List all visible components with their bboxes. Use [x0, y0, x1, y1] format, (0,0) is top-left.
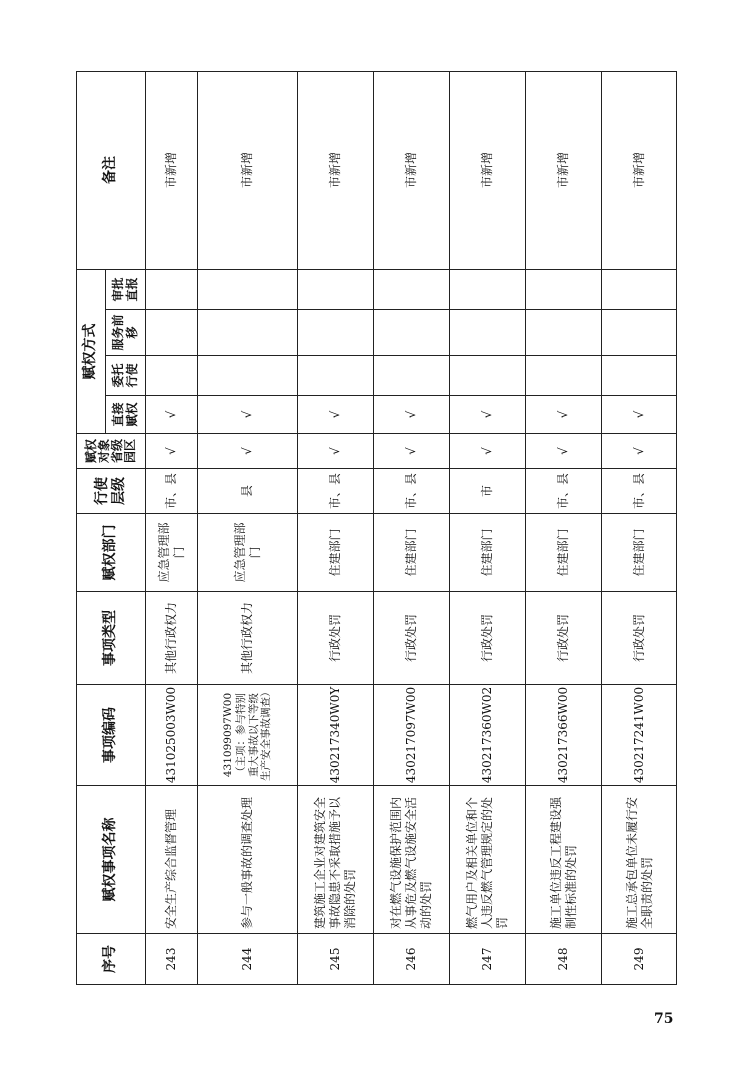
row-245-type-text: 行政处罚 — [328, 614, 342, 663]
header-name-text: 赋权事项名称 — [102, 817, 119, 902]
row-248-seq-text: 248 — [556, 947, 570, 971]
row-247-seq-text: 247 — [480, 947, 494, 971]
row-247-target-text: √ — [480, 447, 494, 455]
row-245-target-text: √ — [328, 447, 342, 455]
header-target-text: 赋权对象省级园区 — [83, 439, 138, 464]
row-248-level-text: 市、县 — [556, 472, 570, 509]
row-248-dept-text: 住建部门 — [556, 528, 570, 577]
row-245-code-text: 430217340W0Y — [328, 686, 342, 784]
row-248-code-text: 430217366W00 — [556, 686, 570, 784]
row-244-name-text: 参与一般事故的调查处理 — [240, 796, 254, 929]
row-246-name-text: 对在燃气设施保护范围内从事危及燃气设施安全活动的处罚 — [389, 796, 433, 929]
row-246-level-text: 市、县 — [404, 472, 418, 509]
row-245-note-text: 市新增 — [328, 152, 342, 189]
row-243-level-text: 市、县 — [164, 472, 178, 509]
row-249-dept-text: 住建部门 — [632, 528, 646, 577]
row-245-seq-text: 245 — [328, 947, 342, 971]
row-245-direct-text: √ — [328, 410, 342, 419]
row-244-type-text: 其他行政权力 — [240, 602, 254, 675]
row-247-note-text: 市新增 — [480, 152, 494, 189]
row-243-code-text: 431025003W00 — [164, 686, 178, 784]
header-level-text: 行使层级 — [93, 477, 127, 505]
row-244-code-text: 431099097W00（主项：参与特别重大事故以下等级生产安全事故调查） — [222, 686, 273, 781]
row-246-note-text: 市新增 — [404, 152, 418, 189]
header-seq-text: 序号 — [102, 945, 119, 973]
row-249-seq-text: 249 — [632, 947, 646, 971]
row-243-name-text: 安全生产综合监督管理 — [164, 808, 178, 929]
row-246-dept-text: 住建部门 — [404, 528, 418, 577]
row-246-type-text: 行政处罚 — [404, 614, 418, 663]
header-method-text: 赋权方式 — [82, 323, 99, 380]
table-frame — [76, 71, 677, 985]
header-note-text: 备注 — [102, 156, 119, 184]
row-249-name-text: 施工总承包单位未履行安全职责的处罚 — [624, 796, 654, 929]
row-249-direct-text: √ — [632, 410, 646, 419]
row-244-dept-text: 应急管理部门 — [232, 522, 262, 583]
row-245-dept-text: 住建部门 — [328, 528, 342, 577]
row-249-note-text: 市新增 — [632, 152, 646, 189]
header-method-direct-text: 直接赋权 — [111, 402, 139, 427]
row-244-seq-text: 244 — [240, 947, 254, 971]
row-246-code-text: 430217097W00 — [404, 686, 418, 784]
row-244-direct-text: √ — [240, 410, 254, 419]
row-249-target-text: √ — [632, 447, 646, 455]
row-248-note-text: 市新增 — [556, 152, 570, 189]
row-243-seq-text: 243 — [164, 947, 178, 971]
header-code-text: 事项编码 — [102, 707, 119, 763]
header-method-service-text: 服务前移 — [111, 314, 139, 351]
row-246-seq-text: 246 — [404, 947, 418, 971]
row-243-note-text: 市新增 — [164, 152, 178, 189]
row-244-note-text: 市新增 — [240, 152, 254, 189]
row-243-type-text: 其他行政权力 — [164, 602, 178, 675]
header-dept-text: 赋权部门 — [102, 524, 119, 581]
row-248-type-text: 行政处罚 — [556, 614, 570, 663]
row-243-dept-text: 应急管理部门 — [156, 522, 186, 583]
row-246-direct-text: √ — [404, 410, 418, 419]
row-247-code-text: 430217360W02 — [480, 686, 494, 784]
row-247-level-text: 市 — [480, 485, 494, 498]
page-number: 75 — [654, 1011, 674, 1027]
row-244-level-text: 县 — [240, 485, 254, 498]
row-247-type-text: 行政处罚 — [480, 614, 494, 663]
row-243-direct-text: √ — [164, 410, 178, 419]
row-249-level-text: 市、县 — [632, 472, 646, 509]
row-249-code-text: 430217241W00 — [632, 686, 646, 784]
header-method-entrust-text: 委托行使 — [111, 363, 139, 388]
header-type-text: 事项类型 — [102, 610, 119, 666]
row-247-name-text: 燃气用户及相关单位和个人违反燃气管理规定的处罚 — [465, 796, 509, 929]
row-244-target-text: √ — [240, 447, 254, 455]
row-243-target-text: √ — [164, 447, 178, 455]
row-247-direct-text: √ — [480, 410, 494, 419]
row-245-name-text: 建筑施工企业对建筑安全事故隐患不采取措施予以消除的处罚 — [313, 796, 357, 929]
row-247-dept-text: 住建部门 — [480, 528, 494, 577]
row-248-direct-text: √ — [556, 410, 570, 419]
row-248-target-text: √ — [556, 447, 570, 455]
row-249-type-text: 行政处罚 — [632, 614, 646, 663]
row-245-level-text: 市、县 — [328, 472, 342, 509]
row-246-target-text: √ — [404, 447, 418, 455]
header-method-approve-text: 审批直报 — [111, 277, 139, 302]
row-248-name-text: 施工单位违反工程建设强制性标准的处罚 — [548, 796, 578, 929]
